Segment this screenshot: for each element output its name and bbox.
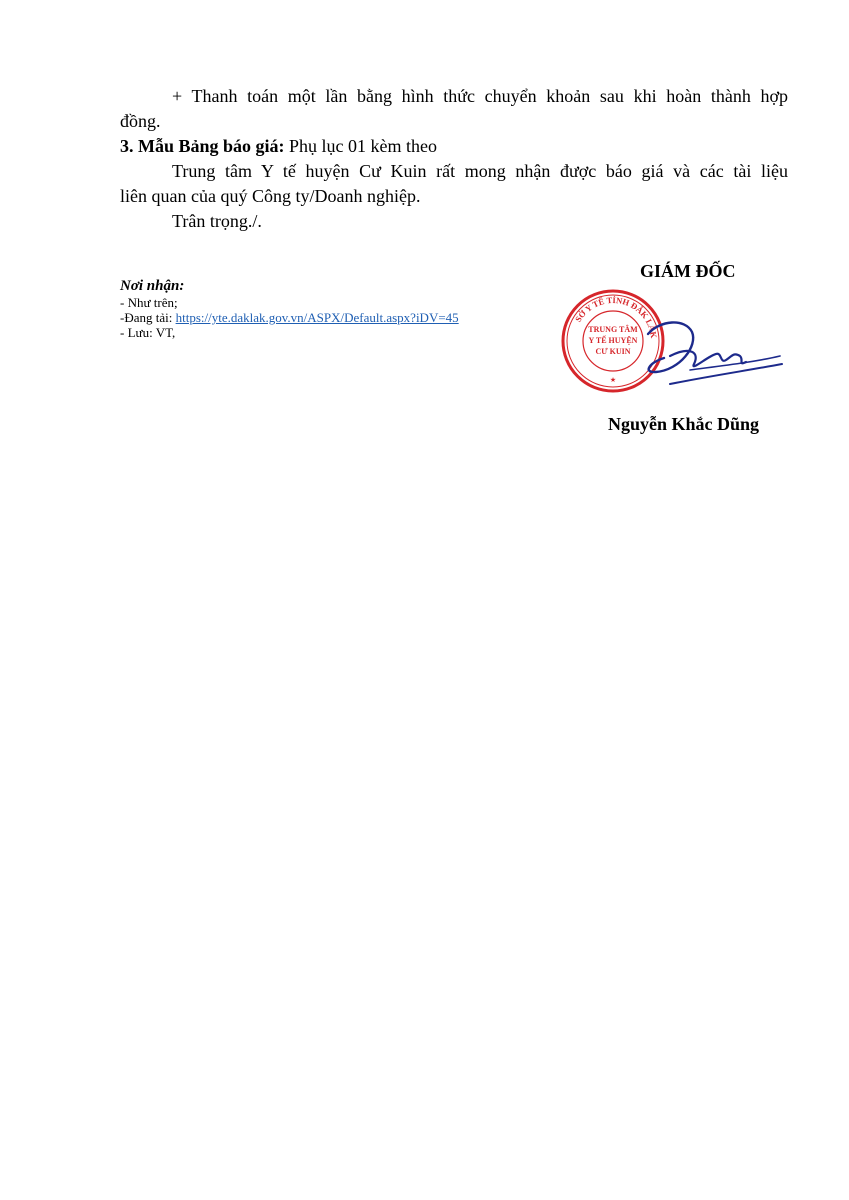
section-3-label: 3. Mẫu Bảng báo giá:	[120, 136, 285, 156]
closing-line-1: Trung tâm Y tế huyện Cư Kuin rất mong nhận được báo giá và các tài liệu	[172, 161, 788, 181]
recipient-item-upload	[120, 310, 459, 325]
payment-line-2: đồng.	[120, 111, 161, 131]
payment-line-1: + Thanh toán một lần bằng hình thức chuyển khoản sau khi hoàn thành hợp	[172, 86, 788, 106]
recipient-item: - Lưu: VT,	[120, 325, 176, 340]
recipients-heading: Nơi nhận:	[120, 278, 185, 294]
seal-center-line-2: Y TẾ HUYỆN	[588, 336, 638, 345]
seal-ring-text: SỞ Y TẾ TỈNH ĐẮK LẮK	[572, 294, 659, 339]
upload-link[interactable]: https://yte.daklak.gov.vn/ASPX/Default.aspx?iDV=45	[175, 310, 459, 325]
section-3	[120, 134, 788, 159]
seal-star-icon: ★	[609, 376, 617, 384]
recipient-item: - Như trên;	[120, 295, 178, 310]
seal-center-line-3: CƯ KUIN	[595, 347, 631, 356]
section-3-text: Phụ lục 01 kèm theo	[284, 136, 438, 156]
regards: Trân trọng./.	[172, 211, 262, 231]
upload-prefix: -Đang tải:	[120, 310, 176, 325]
signer-title: GIÁM ĐỐC	[640, 261, 736, 281]
seal-center-line-1: TRUNG TÂM	[588, 325, 638, 334]
closing-line-2: liên quan của quý Công ty/Doanh nghiệp.	[120, 186, 421, 206]
recipients-block	[120, 278, 459, 340]
signer-name: Nguyễn Khắc Dũng	[608, 414, 760, 434]
handwritten-signature	[630, 312, 790, 392]
